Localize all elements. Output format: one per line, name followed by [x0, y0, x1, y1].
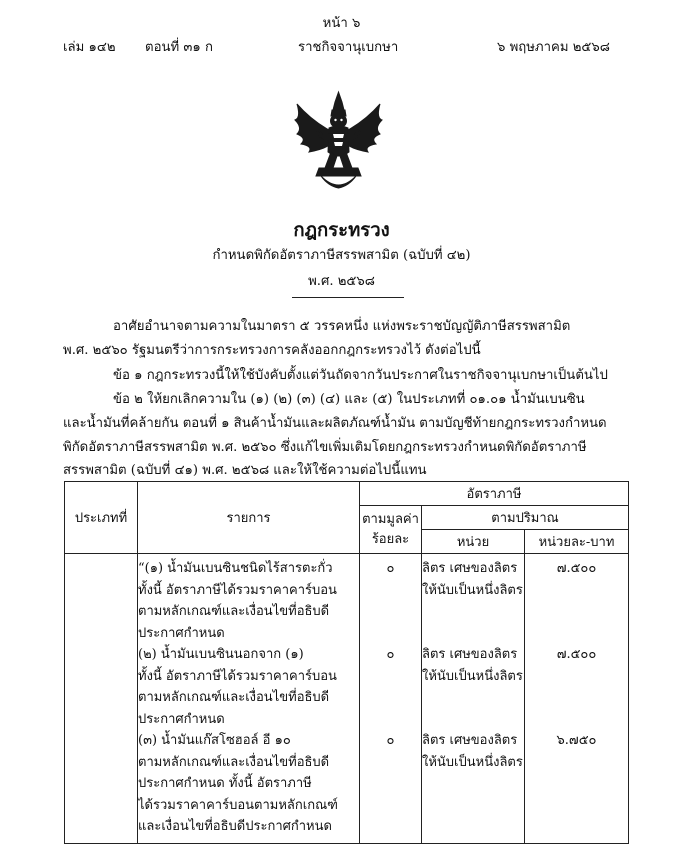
- unit-cell: [422, 554, 525, 844]
- garuda-emblem-icon: [291, 90, 386, 195]
- header-per-unit: หน่วยละ-บาท: [525, 530, 629, 554]
- unit-line: ลิตร เศษของลิตร: [422, 647, 518, 662]
- rate-cell: [525, 554, 629, 844]
- page-number: หน้า ๖: [322, 16, 361, 31]
- body-line: ข้อ ๑ กฎกระทรวงนี้ให้ใช้บังคับตั้งแต่วันถัดจากวันประกาศในราชกิจจานุเบกษาเป็นต้นไป: [113, 368, 608, 383]
- body-line: อาศัยอำนาจตามความในมาตรา ๕ วรรคหนึ่ง แห่งพระราชบัญญัติภาษีสรรพสามิต: [113, 319, 571, 334]
- value-entry: ๐: [386, 733, 395, 748]
- rate-entry: ๖.๗๕๐: [556, 733, 597, 748]
- value-cell: [360, 554, 422, 844]
- header-by-quantity: ตามปริมาณ: [422, 506, 629, 530]
- body-line: และน้ำมันที่คล้ายกัน ตอนที่ ๑ สินค้าน้ำมันและผลิตภัณฑ์น้ำมัน ตามบัญชีท้ายกฎกระทรวงกำหนด: [63, 416, 607, 431]
- value-entry: ๐: [386, 561, 395, 576]
- item-line: และเงื่อนไขที่อธิบดีประกาศกำหนด: [138, 819, 332, 834]
- item-line: ประกาศกำหนด ทั้งนี้ อัตราภาษี: [138, 776, 312, 791]
- header-by-value: [360, 506, 422, 554]
- value-entry: ๐: [386, 647, 395, 662]
- volume-number: เล่ม ๑๔๒: [63, 40, 116, 55]
- list-cell: [138, 554, 360, 844]
- title-divider: [292, 297, 404, 298]
- publication-date: ๖ พฤษภาคม ๒๕๖๘: [497, 40, 610, 55]
- item-line: ทั้งนี้ อัตราภาษีได้รวมราคาคาร์บอน: [138, 668, 337, 684]
- header-list: รายการ: [138, 482, 360, 554]
- header-unit: หน่วย: [422, 530, 525, 554]
- body-line: ข้อ ๒ ให้ยกเลิกความใน (๑) (๒) (๓) (๔) และ (๕) ในประเภทที่ ๐๑.๐๑ น้ำมันเบนซิน: [113, 392, 585, 407]
- unit-line: ให้นับเป็นหนึ่งลิตร: [422, 582, 523, 598]
- item-line: ได้รวมราคาคาร์บอนตามหลักเกณฑ์: [138, 797, 338, 813]
- header-type: ประเภทที่: [65, 482, 138, 554]
- document-title: กฎกระทรวง: [293, 220, 390, 241]
- table-row: [138, 644, 359, 730]
- unit-line: ให้นับเป็นหนึ่งลิตร: [422, 754, 523, 770]
- rate-entry: ๗.๕๐๐: [556, 647, 597, 662]
- type-cell: [65, 554, 138, 844]
- item-line: ทั้งนี้ อัตราภาษีได้รวมราคาคาร์บอน: [138, 582, 337, 598]
- unit-entry: [422, 644, 524, 730]
- body-line: สรรพสามิต (ฉบับที่ ๔๑) พ.ศ. ๒๕๖๘ และให้ใช้ความต่อไปนี้แทน: [63, 463, 427, 478]
- tax-rate-table: [64, 481, 629, 844]
- unit-entry: [422, 730, 524, 773]
- document-year: พ.ศ. ๒๕๖๘: [308, 274, 375, 289]
- gazette-name: ราชกิจจานุเบกษา: [298, 40, 399, 55]
- item-line: ตามหลักเกณฑ์และเงื่อนไขที่อธิบดี: [138, 754, 330, 770]
- table-row: [138, 730, 359, 838]
- unit-line: ลิตร เศษของลิตร: [422, 561, 518, 576]
- unit-line: ลิตร เศษของลิตร: [422, 733, 518, 748]
- body-line: พิกัดอัตราภาษีสรรพสามิต พ.ศ. ๒๕๖๐ ซึ่งแก้ไขเพิ่มเติมโดยกฎกระทรวงกำหนดพิกัดอัตราภาษี: [63, 440, 587, 455]
- unit-entry: [422, 558, 524, 644]
- table-row: [138, 558, 359, 644]
- item-line: “(๑) น้ำมันเบนซินชนิดไร้สารตะกั่ว: [138, 561, 333, 576]
- item-line: (๒) น้ำมันเบนซินนอกจาก (๑): [138, 647, 304, 662]
- header-by-value-line2: ร้อยละ: [371, 531, 410, 547]
- document-subtitle: กำหนดพิกัดอัตราภาษีสรรพสามิต (ฉบับที่ ๔๒): [212, 248, 471, 263]
- item-line: ตามหลักเกณฑ์และเงื่อนไขที่อธิบดี: [138, 690, 330, 705]
- header-tax-rate: อัตราภาษี: [360, 482, 629, 506]
- item-line: ประกาศกำหนด: [138, 625, 225, 641]
- unit-line: ให้นับเป็นหนึ่งลิตร: [422, 668, 523, 684]
- header-by-value-line1: ตามมูลค่า: [362, 511, 419, 527]
- item-line: ประกาศกำหนด: [138, 711, 225, 727]
- section-number: ตอนที่ ๓๑ ก: [145, 40, 213, 55]
- item-line: (๓) น้ำมันแก๊สโซฮอล์ อี ๑๐: [138, 733, 291, 748]
- rate-entry: ๗.๕๐๐: [556, 561, 597, 576]
- item-line: ตามหลักเกณฑ์และเงื่อนไขที่อธิบดี: [138, 604, 330, 619]
- body-line: พ.ศ. ๒๕๖๐ รัฐมนตรีว่าการกระทรวงการคลังออกกฎกระทรวงไว้ ดังต่อไปนี้: [63, 343, 481, 358]
